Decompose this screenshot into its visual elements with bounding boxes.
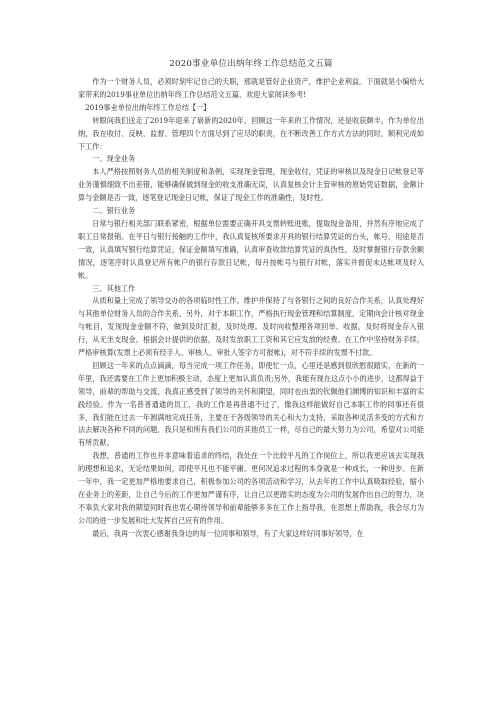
other-work-paragraph: 从质和量上完成了领导交办的各项临时性工作。维护并保持了与各银行之间的良好合作关系，认真处理好与其他单位财务人员的合作关系，另外，对于本职工作，严格执行现金管理和结算制度，定期向会计核对现金与帐目，发现现金金额不符，做到及时汇报，及时处理。及时向收整理各项回单、收据，及时将现金存入银行，从无坐支现金。根据会计提供的依据，及时发放职工工资和其它应发放的经费。在工作中坚持财务手续，严格审核算(发票上必须有经手人、审核人、审批人签字方可报帐)，对不符手续的发票不付款。 xyxy=(78,296,424,358)
heading-bank-business: 二、银行业务 xyxy=(92,206,136,216)
opening-paragraph: 转眼间我们送走了2019年迎来了崭新的2020年，回顾这一年来的工作情况，还是收获颇丰，作为单位出纳，我在收付、反映、监督、管理四个方面尽到了应尽的职责，在不断改善工作方式方法的同时，顺利完成如下工作： xyxy=(78,115,424,151)
closing-paragraph: 最后，我再一次衷心感谢我身边的每一位同事和领导，有了大家这样好同事好领导，在 xyxy=(92,528,364,538)
cash-business-paragraph: 本人严格按照财务人员的相关制度和条例，实现现金管理，现金收付，凭证的审核以及现金日记帐登记等业务谨慎细致不出差错，能够确保做到现金的收支准确无误，认真复核会计主管审核的原始凭证数据，金额计算与金额是否一致，逐笔登记现金日记帐，保证了现金工作的准确性，及时性。 xyxy=(78,167,424,203)
bank-business-paragraph: 日常与银行相关部门联系紧密，根据单位需要正确开具支票转账进账，提取现金备用，井然有序地完成了职工日常报销。在平日与银行接触的工作中，我认真复核所要求开具的银行结算凭证的台头，帐号，用途是否一致，认真填写银行结算凭证，保证金额填写准确，认真审查收款结算凭证的真伪性，及时掌握银行存款余额情况，逐笔序时认真登记所有帐户的银行存款日记帐，每月按帐号与银行对帐，落实并督促未达帐项及时入帐。 xyxy=(78,218,424,280)
intro-paragraph: 作为一个财务人员，必须时刻牢记自己的天职，那就是管好企业资产，维护企业利益。下面就是小编给大家带来的2019事业单位出纳年终工作总结范文五篇，欢迎大家阅读参考! xyxy=(78,77,424,99)
heading-cash-business: 一、现金业务 xyxy=(92,154,136,164)
review-paragraph: 回顾这一年来的点点滴滴，每当完成一项工作任务，即使忙一点，心里还是感到很欣慰很踏实，在新的一年里，我还需要在工作上更加积极主动，态度上更加认真负责;另外，我能有现在这点小小的进步，这都得益于领导，前辈的帮助与交流，我真正感受到了领导的关怀和期望，同时也由衷的钦佩他们渊博的知识和丰富的实践经验。作为一名普普通通的员工，我的工作是再普通不过了，像我这样能做好自己本职工作的同事还有很多，我们能在过去一年圆满地完成任务，主要在于各级领导的关心和大力支持，采取各种灵活多变的方式和方法去解决各种不同的问题，我只是和所有我们公司的其他员工一样，尽自己的最大努力为公司，希望对公司能有所贡献。 xyxy=(78,360,424,448)
heading-other-work: 三、其他工作 xyxy=(92,283,136,293)
outlook-paragraph: 我想，普通的工作也并非意味着追求的终结，我处在一个比较平凡的工作岗位上，所以我更应该去实现我的理想和追求，无论结果如何，即使平凡也不能平庸。更何况追求过程的本身就是一种成长，一种进步。在新一年中，我一定更加严格地要求自己，积极参加公司的各项活动和学习，从去年的工作中认真吸取经验，缩小在业务上的差距，让自己今后的工作更加严谨有序，让自己以更踏实的态度为公司的发展作出自己的努力，决不辜负大家对我的期望同时我也衷心期待领导和前辈能够多多在工作上指导我，在思想上帮助我，我会尽力为公司的进一步发展和壮大发挥自己应有的作用。 xyxy=(78,451,424,525)
section-title: 2019事业单位出纳年终工作总结【一】 xyxy=(85,102,211,112)
document-title: 2020事业单位出纳年终工作总结范文五篇 xyxy=(169,59,333,69)
